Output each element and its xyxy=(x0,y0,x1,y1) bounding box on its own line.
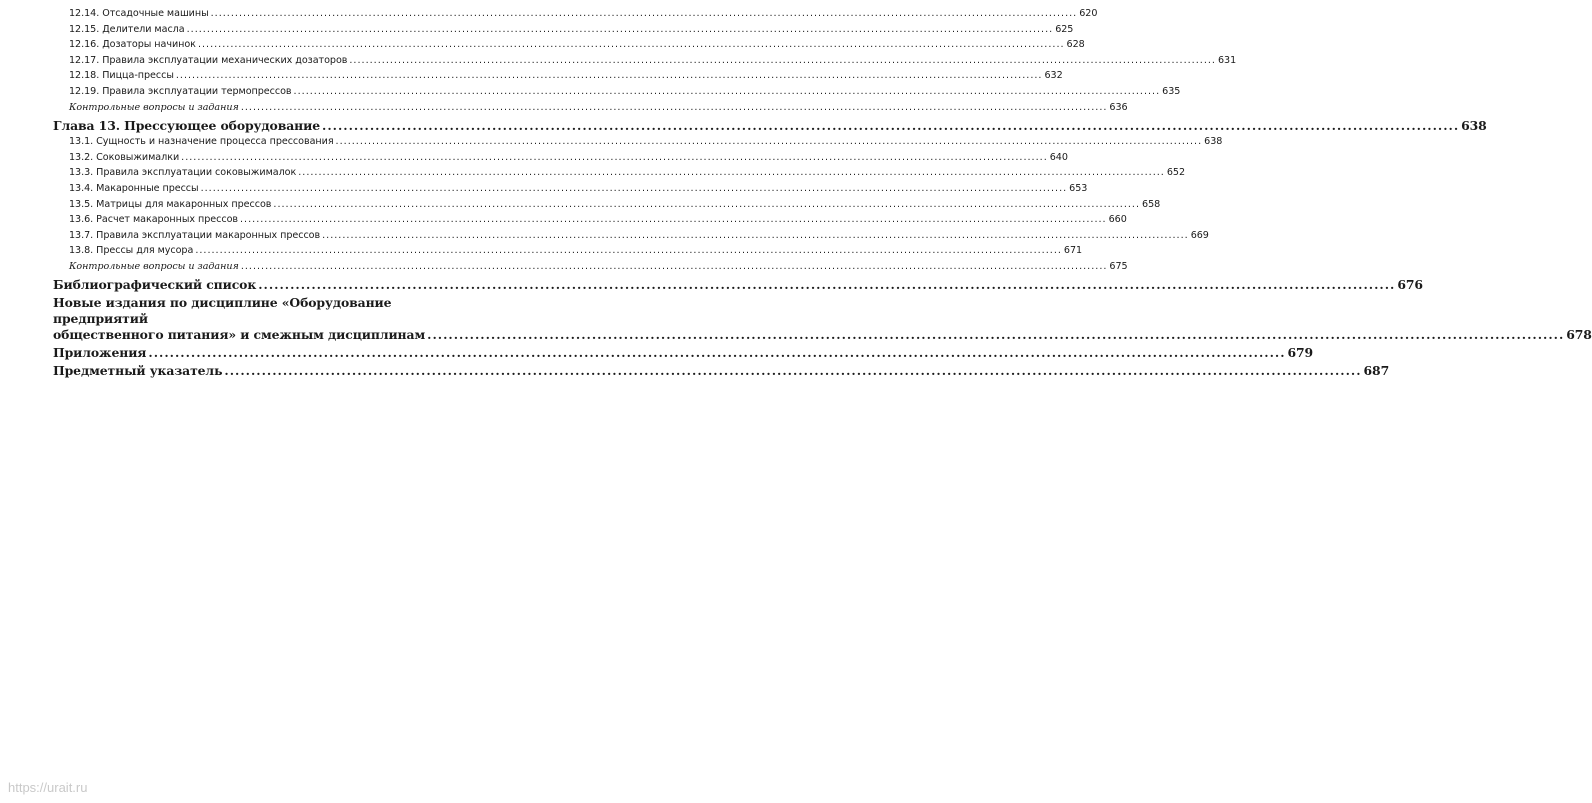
toc-entry-13-3[interactable]: 13.3. Правила эксплуатации соковыжималок ..... 652 xyxy=(53,165,486,181)
toc-entry-13-4[interactable]: 13.4. Макаронные прессы ..... 653 xyxy=(53,181,486,197)
toc-entry-12-18[interactable]: 12.18. Пицца-прессы ..... 632 xyxy=(53,68,486,84)
toc-entry-13-6[interactable]: 13.6. Расчет макаронных прессов ..... 660 xyxy=(53,212,486,228)
table-of-contents xyxy=(53,6,1592,379)
toc-entry-12-14[interactable]: 12.14. Отсадочные машины ..... 620 xyxy=(53,6,486,22)
section-12-entries xyxy=(53,6,1237,115)
toc-entry-12-17[interactable]: 12.17. Правила эксплуатации механических дозаторов ..... 631 xyxy=(53,53,486,69)
toc-chapter-13[interactable]: Глава 13. Прессующее оборудование ..... 638 xyxy=(53,117,486,134)
toc-new-editions[interactable] xyxy=(53,294,1592,343)
new-editions-line2-row: общественного питания» и смежным дисциплинам ..... 678 xyxy=(53,327,486,343)
toc-entry-12-questions[interactable]: Контрольные вопросы и задания ..... 636 xyxy=(53,100,486,116)
new-editions-line2: общественного питания» и смежным дисциплинам xyxy=(53,326,426,342)
toc-entry-12-15[interactable]: 12.15. Делители масла ..... 625 xyxy=(53,22,486,38)
toc-entry-13-5[interactable]: 13.5. Матрицы для макаронных прессов ..... 658 xyxy=(53,197,486,213)
toc-entry-13-8[interactable]: 13.8. Прессы для мусора ..... 671 xyxy=(53,243,486,259)
toc-entry-13-1[interactable]: 13.1. Сущность и назначение процесса прессования ..... 638 xyxy=(53,134,486,150)
toc-entry-12-19[interactable]: 12.19. Правила эксплуатации термопрессов ..... 635 xyxy=(53,84,486,100)
toc-bibliography[interactable]: Библиографический список ..... 676 xyxy=(53,277,486,293)
watermark-url: https://urait.ru xyxy=(8,780,88,795)
toc-entry-13-2[interactable]: 13.2. Соковыжималки ..... 640 xyxy=(53,150,486,166)
section-13-entries xyxy=(53,134,1223,274)
toc-entry-13-questions[interactable]: Контрольные вопросы и задания ..... 675 xyxy=(53,259,486,275)
new-editions-line1: Новые издания по дисциплине «Оборудование предприятий xyxy=(53,294,392,326)
toc-subject-index[interactable]: Предметный указатель ..... 687 xyxy=(53,363,486,379)
toc-entry-13-7[interactable]: 13.7. Правила эксплуатации макаронных прессов ..... 669 xyxy=(53,228,486,244)
toc-appendix[interactable]: Приложения ..... 679 xyxy=(53,345,486,361)
toc-entry-12-16[interactable]: 12.16. Дозаторы начинок ..... 628 xyxy=(53,37,486,53)
